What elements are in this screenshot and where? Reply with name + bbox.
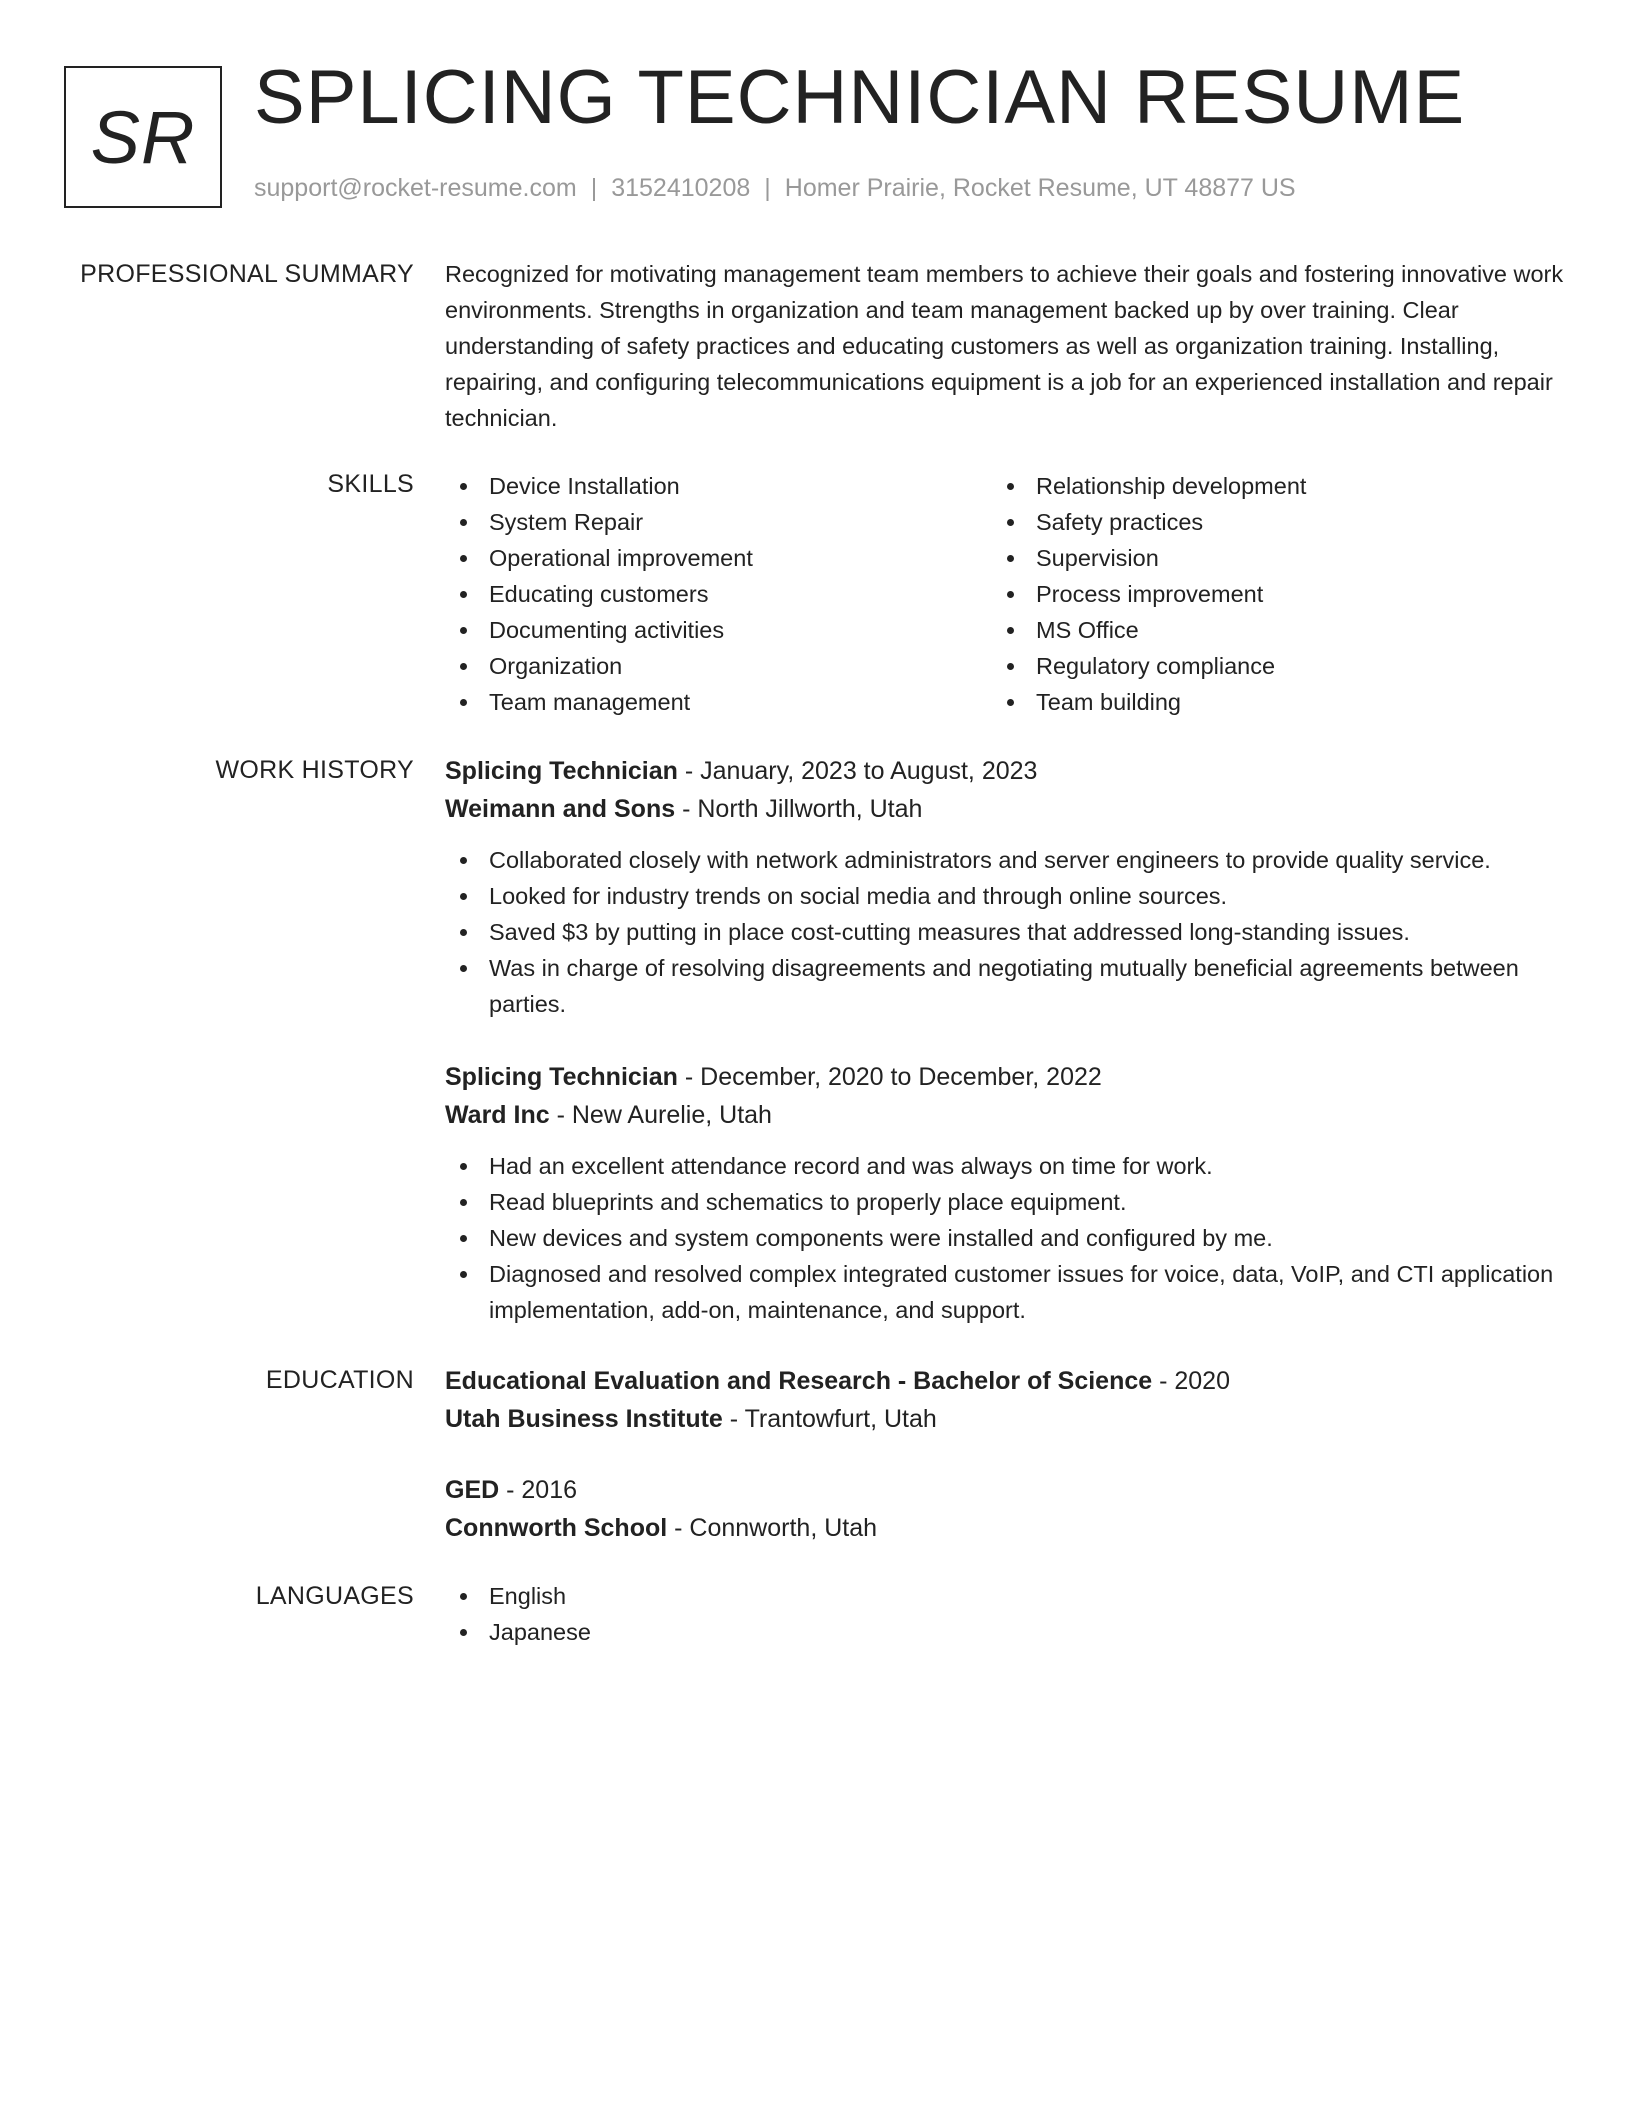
education-degree: GED [445,1476,500,1504]
job-title-line [445,752,1565,790]
job-entry [445,1058,1565,1328]
language-item: Japanese [445,1614,1565,1650]
job-bullet: New devices and system components were installed and configured by me. [445,1220,1565,1256]
skill-item: Documenting activities [445,612,992,648]
skill-item: MS Office [992,612,1539,648]
education-entry [445,1471,1565,1547]
job-bullet: Had an excellent attendance record and was always on time for work. [445,1148,1565,1184]
skills-column-right [992,468,1539,720]
section-label-skills: SKILLS [327,470,414,498]
skill-item: Relationship development [992,468,1539,504]
job-bullet: Looked for industry trends on social media and through online sources. [445,878,1565,914]
skill-item: Team building [992,684,1539,720]
page-title: SPLICING TECHNICIAN RESUME [254,55,1466,140]
job-bullet: Read blueprints and schematics to properly place equipment. [445,1184,1565,1220]
work-history-content [445,752,1565,1364]
contact-separator: | [764,174,771,202]
skill-item: Operational improvement [445,540,992,576]
skill-item: Device Installation [445,468,992,504]
job-company-line [445,1096,1565,1134]
job-bullet: Diagnosed and resolved complex integrated customer issues for voice, data, VoIP, and CTI application implementation, add-on, maintenance, and support. [445,1256,1565,1328]
job-company: Weimann and Sons [445,795,676,823]
skills-content [445,468,1565,720]
job-bullet: Saved $3 by putting in place cost-cutting measures that addressed long-standing issues. [445,914,1565,950]
job-company-line [445,790,1565,828]
job-title-line [445,1058,1565,1096]
languages-content [445,1578,1565,1650]
education-location: - Connworth, Utah [667,1514,878,1542]
education-year: - 2016 [499,1476,578,1504]
job-title: Splicing Technician [445,757,678,785]
education-location: - Trantowfurt, Utah [722,1405,937,1433]
education-entry [445,1362,1565,1438]
education-degree-line [445,1471,1565,1509]
job-bullet: Was in charge of resolving disagreements and negotiating mutually beneficial agreements between parties. [445,950,1565,1022]
section-label-education: EDUCATION [265,1366,414,1394]
job-location: - New Aurelie, Utah [549,1101,772,1129]
skill-item: Regulatory compliance [992,648,1539,684]
contact-email: support@rocket-resume.com [254,174,577,202]
skill-item: Safety practices [992,504,1539,540]
job-bullet: Collaborated closely with network administrators and server engineers to provide quality service. [445,842,1565,878]
education-year: - 2020 [1152,1367,1230,1395]
job-dates: - January, 2023 to August, 2023 [677,757,1038,785]
skill-item: Educating customers [445,576,992,612]
monogram: SR [64,66,222,208]
summary-text: Recognized for motivating management team members to achieve their goals and fostering innovative work environments. Strengths in organization and team management backed up by over training. Clear understanding of safety practices and educating customers as well as organization training. Installing, repairing, and configuring telecommunications equipment is a job for an experienced installation and repair technician. [445,261,1564,431]
skill-item: System Repair [445,504,992,540]
language-item: English [445,1578,1565,1614]
skill-item: Process improvement [992,576,1539,612]
job-company: Ward Inc [445,1101,550,1129]
education-school: Connworth School [445,1514,668,1542]
skill-item: Organization [445,648,992,684]
job-entry [445,752,1565,1022]
job-location: - North Jillworth, Utah [675,795,923,823]
contact-separator: | [590,174,598,202]
education-degree-line [445,1362,1565,1400]
skills-column-left [445,468,992,720]
contact-phone: 3152410208 [611,174,751,202]
skill-item: Supervision [992,540,1539,576]
education-degree: Educational Evaluation and Research - Bachelor of Science [445,1367,1153,1395]
education-school-line [445,1400,1565,1438]
education-school-line [445,1509,1565,1547]
section-label-languages: LANGUAGES [255,1582,414,1610]
job-title: Splicing Technician [445,1063,678,1091]
education-school: Utah Business Institute [445,1405,723,1433]
job-dates: - December, 2020 to December, 2022 [677,1063,1102,1091]
contact-line [254,174,1296,203]
skill-item: Team management [445,684,992,720]
section-label-summary: PROFESSIONAL SUMMARY [80,260,414,288]
contact-address: Homer Prairie, Rocket Resume, UT 48877 US [784,174,1296,202]
education-content [445,1362,1565,1580]
section-label-work-history: WORK HISTORY [215,756,414,784]
